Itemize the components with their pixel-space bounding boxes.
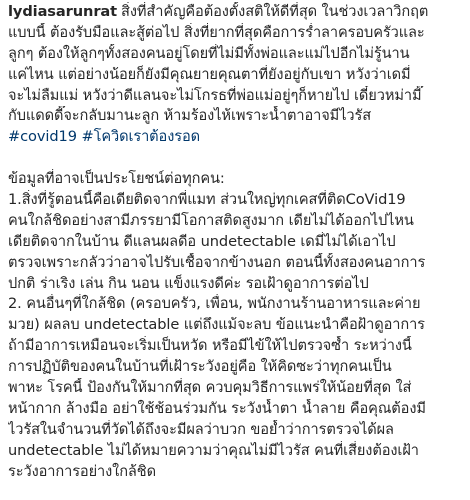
info-point-2-line-9: ระวังอาการอย่างใกล้ชิด [8,462,156,480]
caption-text: กับแดดดี๊จะกลับมานะลูก ห้ามร้องไห้เพราะน้ำตาอาจมีไวรัส [8,107,372,125]
hashtag-line [8,127,464,148]
info-heading: ข้อมูลที่อาจเป็นประโยชน์ต่อทุกคน: [8,170,225,188]
caption-text: ลูกๆ ต้องให้ลูกๆทั้งสองคนอยู่โดยที่ไม่มีทั้งพ่อและแม่ไปอีกไม่รู้นาน [8,44,410,62]
info-point-2-line-5: พาหะ โรคนี้ ป้องกันให้มากที่สุด ควบคุมวิธีการแพร่ให้น้อยที่สุด ใส่ [8,379,412,397]
info-point-1-line-3: เดียติดจากในบ้าน ดีแลนผลดีอ undetectable เดมี่ไม่ได้เอาไป [8,232,396,250]
caption-line-3 [8,44,464,65]
info-point-2-line-4: การปฏิบัติของคนในบ้านที่เฝ้าระวังอยู่คือ ให้คิดซะว่าทุกคนเป็น [8,358,392,376]
username-link[interactable]: lydiasarunrat [8,3,118,20]
caption-text: จะไม่ลืมแม่ หวังว่าดีแลนจะไม่โกรธที่พ่อแม่อยู่ๆก็หายไป เดี๋ยวหม่ามี๊ [8,86,422,104]
info-point-2-line-3: ถ้ามีอาการเหมือนจะเริ่มเป็นหวัด หรือมีไข้ให้ไปตรวจซ้ำ ระหว่างนี้ [8,337,412,355]
info-point-2-line-2: มวย) ผลลบ undetectable แต่ถึงแม้จะลบ ข้อแนะนำคือฝ้าดูอาการ [8,316,425,334]
caption-line-1 [8,2,464,23]
caption-line-6 [8,106,464,127]
hashtag-covid-must-survive[interactable]: #โควิดเราต้องรอด [81,128,201,146]
caption-text: แบบนี้ ต้องรับมือและสู้ต่อไป สิ่งที่ยากที่สุดคือการร่ำลาครอบครัวและ [8,23,425,41]
caption-text: สิ่งที่สำคัญคือต้องตั้งสติให้ดีที่สุด ในช่วงเวลาวิกฤต [121,3,429,20]
info-point-1-line-2: คนใกล้ชิดอย่างสามีภรรยามีโอกาสติดสูงมาก เดียไม่ได้ออกไปไหน [8,211,414,229]
caption-line-4 [8,65,464,86]
info-point-2-line-1: 2. คนอื่นๆที่ใกล้ชิด (ครอบครัว, เพื่อน, พนักงานร้านอาหารและค่าย [8,295,421,313]
info-point-2-line-7: ไวรัสในจำนวนที่วัดได้ถึงจะมีผลว่าบวก ขอย้ำว่าการตรวจได้ผล [8,420,394,438]
caption-line-5 [8,86,464,107]
info-point-1-line-5: ปกติ ร่าเริง เล่น กิน นอน แข็งแรงดีค่ะ รอเฝ้าดูอาการต่อไป [8,274,369,292]
hashtag-covid19[interactable]: #covid19 [8,128,77,146]
info-point-2-line-6: หน้ากาก ล้างมือ อย่าใช้ช้อนร่วมกัน ระวังน้ำตา น้ำลาย คือคุณต้องมี [8,399,426,417]
info-point-1-line-1: 1.สิ่งที่รู้ตอนนี้คือเดียติดจากพี่แมท ส่วนใหญ่ทุกเคสที่ติดCoVid19 [8,191,406,209]
caption-text: แค่ไหน แต่อย่างน้อยก็ยังมีคุณยายคุณตาที่ยังอยู่กับเขา หวังว่าเดมี่ [8,65,411,83]
blank-line [8,148,464,169]
info-point-2-line-8: undetectable ไม่ได้หมายความว่าคุณไม่มีไวรัส คนที่เสี่ยงต้องเฝ้า [8,441,419,459]
info-point-1-line-4: ตรวจเพราะกลัวว่าอาจไปรับเชื้อจากข้างนอก ตอนนี้ทั้งสองคนอาการ [8,253,426,271]
caption-line-2 [8,23,464,44]
